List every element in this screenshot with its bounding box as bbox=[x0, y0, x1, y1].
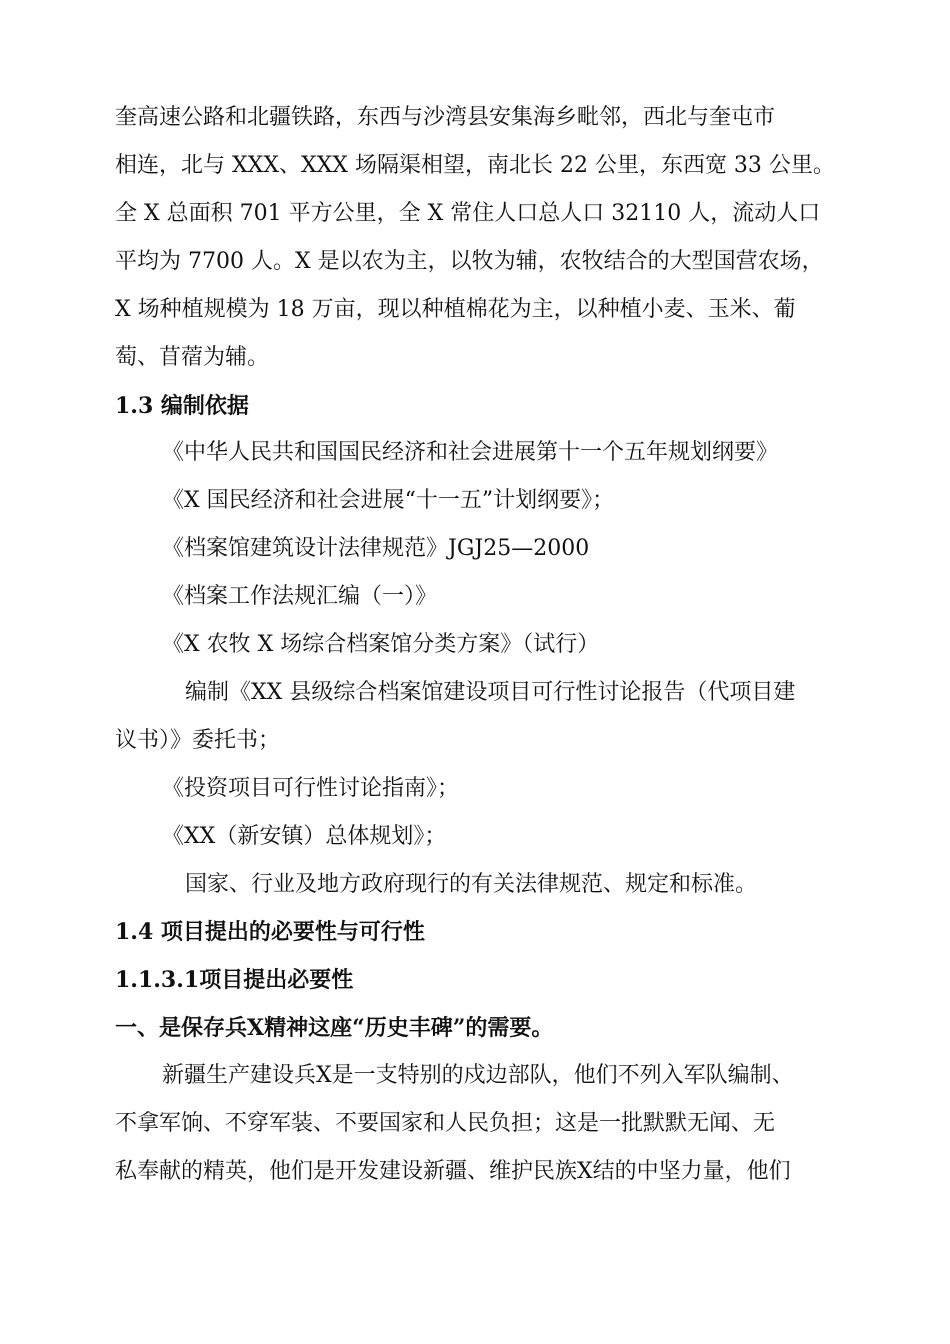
section-1-3-heading: 1.3 编制依据 bbox=[115, 393, 249, 419]
basis-item-4: 《档案工作法规汇编（一）》 bbox=[162, 584, 438, 609]
body-line-2: 不拿军饷、不穿军装、不要国家和人民负担；这是一批默默无闻、无 bbox=[115, 1111, 776, 1136]
section-1-1-3-1-subheading: 1.1.3.1项目提出必要性 bbox=[115, 967, 354, 993]
intro-line-3: 全 X 总面积 701 平方公里，全 X 常住人口总人口 32110 人，流动人口 bbox=[115, 201, 821, 226]
basis-item-6-continued: 议书）》委托书； bbox=[115, 728, 281, 753]
intro-line-1: 奎高速公路和北疆铁路，东西与沙湾县安集海乡毗邻，西北与奎屯市 bbox=[115, 105, 776, 130]
basis-item-8: 《XX（新安镇）总体规划》； bbox=[162, 824, 447, 849]
body-line-3: 私奉献的精英，他们是开发建设新疆、维护民族X结的中坚力量，他们 bbox=[115, 1159, 791, 1184]
basis-item-6: 编制《XX 县级综合档案馆建设项目可行性讨论报告（代项目建 bbox=[185, 680, 796, 705]
basis-item-7: 《投资项目可行性讨论指南》； bbox=[162, 776, 460, 801]
intro-line-2: 相连，北与 XXX、XXX 场隔渠相望，南北长 22 公里，东西宽 33 公里。 bbox=[115, 153, 835, 178]
intro-line-5: X 场种植规模为 18 万亩，现以种植棉花为主，以种植小麦、玉米、葡 bbox=[115, 297, 796, 322]
basis-item-5: 《X 农牧 X 场综合档案馆分类方案》（试行） bbox=[162, 632, 600, 657]
basis-item-3: 《档案馆建筑设计法律规范》JGJ25—2000 bbox=[162, 536, 590, 561]
basis-item-9: 国家、行业及地方政府现行的有关法律规范、规定和标准。 bbox=[185, 872, 758, 897]
body-line-1: 新疆生产建设兵X是一支特别的戍边部队，他们不列入军队编制、 bbox=[162, 1063, 794, 1088]
section-1-4-heading: 1.4 项目提出的必要性与可行性 bbox=[115, 919, 425, 945]
intro-line-6: 萄、苜蓿为辅。 bbox=[115, 345, 270, 370]
point-one-heading: 一、是保存兵X精神这座“历史丰碑”的需要。 bbox=[115, 1015, 554, 1041]
basis-item-1: 《中华人民共和国国民经济和社会进展第十一个五年规划纲要》 bbox=[162, 440, 779, 465]
basis-item-2: 《X 国民经济和社会进展“十一五”计划纲要》； bbox=[162, 488, 615, 513]
intro-line-4: 平均为 7700 人。X 是以农为主，以牧为辅，农牧结合的大型国营农场， bbox=[115, 249, 824, 274]
